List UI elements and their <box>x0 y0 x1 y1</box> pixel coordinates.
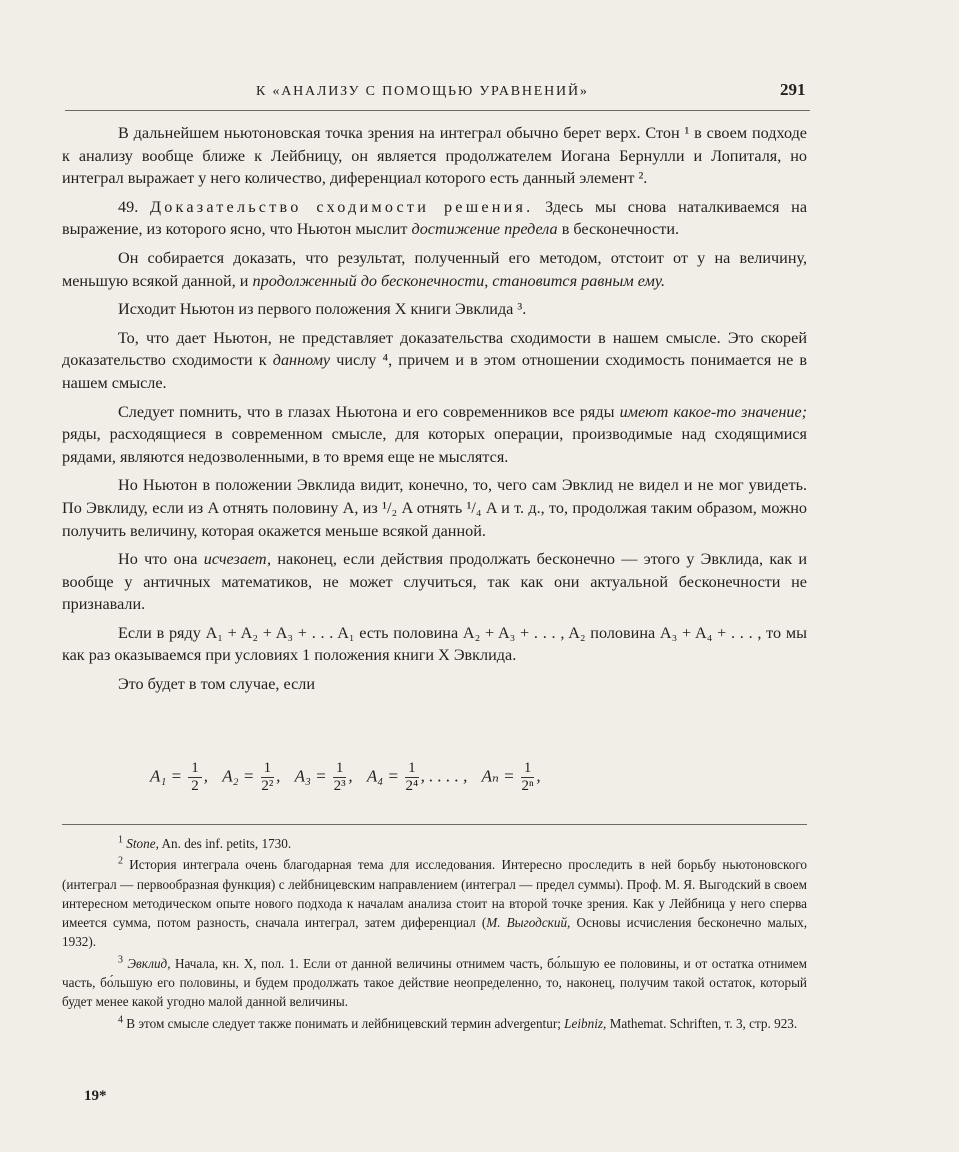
footnote-marker: 1 <box>118 834 123 846</box>
term-lhs: A₂ = <box>222 766 255 786</box>
footnote-4-text-b: Mathemat. Schriften, т. 3, стр. 923. <box>609 1015 798 1031</box>
footnote-4-italic: Leibniz, <box>564 1015 607 1031</box>
paragraph-5-text-b: числу ⁴, причем и в этом отношении сходимость понимается не в нашем смысле. <box>62 351 808 392</box>
formula-term-2 <box>222 760 280 795</box>
paragraph-5 <box>62 327 807 395</box>
numerator: 1 <box>261 760 275 778</box>
footnote-3 <box>62 954 807 1012</box>
term-separator: , <box>536 766 541 786</box>
paragraph-2-italic: достижение предела <box>411 220 558 239</box>
denominator: 2ⁿ <box>521 778 534 794</box>
denominator: 2² <box>261 778 274 794</box>
footnote-2-text-a: История интеграла очень благодарная тема для исследования. Интересно проследить в ней борьбу ньютоновского (интеграл — первообразная функция) с лейбницевским направлением (интеграл — предел суммы). Проф. М. Я. Выгодский в своем интересном методическом опыте нового подхода к началам анализа стоит на второй точке зрения. Как у Лейбница у него сперва имеется сумма, потом разность, сначала интеграл, затем диференциал ( <box>62 857 808 931</box>
footnote-2 <box>62 855 807 951</box>
section-heading: Доказательство сходимости решения. <box>149 197 534 216</box>
footnote-1-text: An. des inf. petits, 1730. <box>161 836 292 851</box>
paragraph-5-text-a: То, что дает Ньютон, не представляет доказательства сходимости в нашем смысле. Это скорей доказательство сходимости к <box>62 328 807 370</box>
footnote-2-text-b: Основы исчисления бесконечно малых, 1932). <box>62 915 808 950</box>
footnote-1-author: Stone, <box>126 836 159 851</box>
section-number: 49. <box>118 197 139 216</box>
footnote-marker: 4 <box>118 1014 123 1026</box>
formula-term-n <box>482 760 541 795</box>
term-lhs: A₃ = <box>294 766 327 786</box>
footnote-2-italic: М. Выгодский, <box>486 915 571 931</box>
fraction <box>405 760 419 795</box>
formula-term-4 <box>367 760 468 795</box>
term-separator: , <box>348 766 353 786</box>
fraction <box>188 760 202 795</box>
printer-signature: 19* <box>84 1088 107 1104</box>
footnote-3-text: Начала, кн. X, пол. 1. Если от данной величины отнимем часть, бо́льшую ее половины, и от остатка отнимем часть, бо́льшую его половины, и будем продолжать такое действие неопределенно, то, наконец, получим такой остаток, который будет менее какой угодно малой данной величины. <box>62 955 807 1010</box>
formula-term-3 <box>295 760 353 795</box>
paragraph-3 <box>62 247 807 292</box>
footnote-marker: 2 <box>118 855 123 867</box>
paragraph-1: В дальнейшем ньютоновская точка зрения на интеграл обычно берет верх. Стон ¹ в своем подходе к анализу вообще ближе к Лейбницу, он является продолжателем Иогана Бернулли и Лопиталя, но интеграл выражает у него количество, диференциал которого есть данный элемент ². <box>62 124 807 188</box>
fraction <box>333 760 347 795</box>
numerator: 1 <box>521 760 535 778</box>
paragraph-10: Это будет в том случае, если <box>118 675 316 694</box>
paragraph-8-text-a: Но что она <box>118 550 198 569</box>
paragraph-6-italic: имеют какое-то значение; <box>619 402 808 421</box>
paragraph-2-text-b: в бесконечности. <box>561 220 680 239</box>
paragraph-9: Если в ряду A₁ + A₂ + A₃ + . . . A₁ есть половина A₂ + A₃ + . . . , A₂ половина A₃ + A₄ + . . . , то мы как раз оказываемся при условиях 1 положения книги X Эвклида. <box>62 623 807 665</box>
series-formula <box>150 760 750 800</box>
footnote-marker: 3 <box>118 954 123 966</box>
footnote-rule <box>62 824 807 825</box>
footnote-3-author: Эвклид, <box>127 955 171 971</box>
paragraph-3-italic: продолженный до бесконечности, становится равным ему. <box>252 271 666 290</box>
paragraph-2 <box>62 196 807 241</box>
paragraph-6-text-b: ряды, расходящиеся в современном смысле, для которых операции, производимые над сходящимися рядами, являются недозволенными, в то время еще не мыслятся. <box>62 425 807 466</box>
main-text <box>62 122 807 702</box>
formula-term-1 <box>150 760 208 795</box>
paragraph-2-text-a: Здесь мы снова наталкиваемся на выражение, из которого ясно, что Ньютон мыслит <box>62 197 808 239</box>
header-rule <box>65 110 810 111</box>
numerator: 1 <box>405 760 419 778</box>
footnotes <box>62 834 807 1035</box>
paragraph-8-italic: исчезает, <box>203 550 272 569</box>
term-separator: , <box>203 766 209 786</box>
paragraph-6-text-a: Следует помнить, что в глазах Ньютона и его современников все ряды <box>118 402 615 421</box>
fraction <box>521 760 535 795</box>
fraction <box>261 760 275 795</box>
term-separator: , <box>276 766 281 786</box>
denominator: 2³ <box>333 778 346 794</box>
paragraph-3-text-a: Он собирается доказать, что результат, полученный его методом, отстоит от y на величину, меньшую всякой данной, и <box>62 248 807 290</box>
footnote-4 <box>62 1014 807 1033</box>
term-lhs: A₁ = <box>150 766 183 786</box>
term-lhs: Aₙ = <box>481 766 515 786</box>
term-separator: , . . . . , <box>420 766 468 786</box>
paragraph-4: Исходит Ньютон из первого положения X книги Эвклида ³. <box>118 300 527 319</box>
paragraph-8-text-b: наконец, если действия продолжать бесконечно — этого у Эвклида, как и вообще у античных математиков, не может случиться, так как они актуальной бесконечности не признавали. <box>62 550 808 614</box>
paragraph-6 <box>62 401 807 469</box>
numerator: 1 <box>333 760 347 778</box>
term-lhs: A₄ = <box>366 766 399 786</box>
running-title: К «АНАЛИЗУ С ПОМОЩЬЮ УРАВНЕНИЙ» <box>256 84 589 99</box>
denominator: 2 <box>191 778 199 794</box>
footnote-1 <box>62 834 807 853</box>
paragraph-7: Но Ньютон в положении Эвклида видит, конечно, то, чего сам Эвклид не видел и не мог увидеть. По Эвклиду, если из A отнять половину A, из ¹/₂ A отнять ¹/₄ A и т. д., то, продолжая таким образом, можно получить величину, которая окажется меньше всякой данной. <box>62 476 807 540</box>
denominator: 2⁴ <box>405 778 419 794</box>
footnote-4-text-a: В этом смысле следует также понимать и лейбницевский термин advergentur; <box>126 1015 561 1031</box>
paragraph-8 <box>62 548 807 616</box>
paragraph-5-italic: данному <box>272 351 331 370</box>
numerator: 1 <box>188 760 202 778</box>
page-number: 291 <box>780 80 806 99</box>
